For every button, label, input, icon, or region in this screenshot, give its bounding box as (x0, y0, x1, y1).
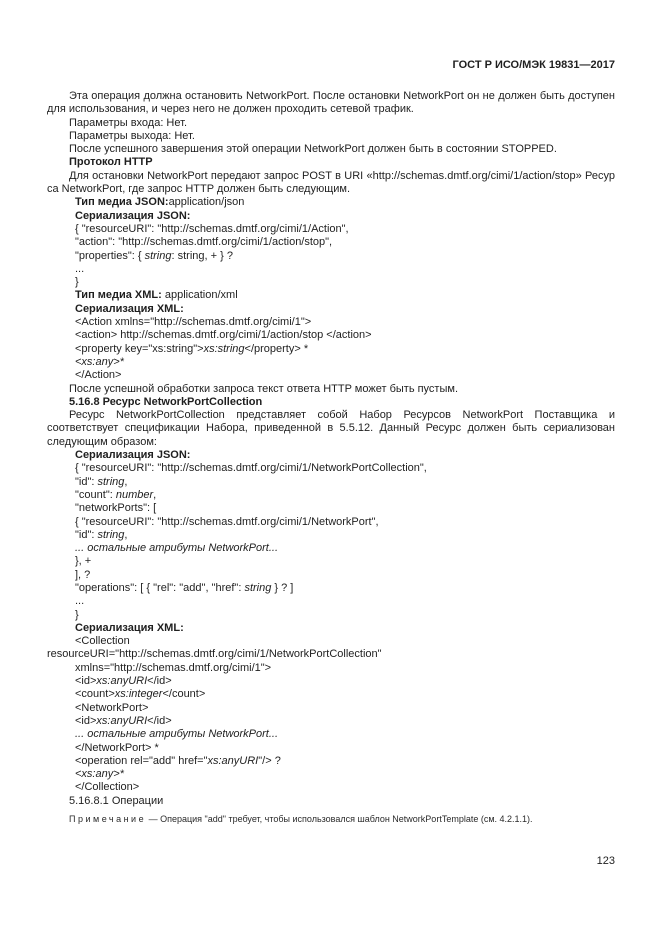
xml-code-line (75, 715, 615, 728)
xml-code-line: ... остальные атрибуты NetworkPort... (75, 728, 279, 741)
xml-code-line: <action> http://schemas.dmtf.org/cimi/1/action/stop </action> (75, 329, 372, 342)
media-type-xml-label: Тип медиа XML: (75, 289, 162, 302)
note-text: — Операция "add" требует, чтобы использовался шаблон NetworkPortTemplate (см. 4.2.1.1). (146, 814, 533, 825)
json-code-line (75, 582, 615, 595)
text-segment: <id> (75, 675, 97, 688)
json-code-line: { "resourceURI": "http://schemas.dmtf.org/cimi/1/NetworkPortCollection", (75, 462, 427, 475)
json-code-line: ], ? (75, 568, 91, 581)
xml-code-line (75, 688, 615, 701)
json-code-line: { "resourceURI": "http://schemas.dmtf.org/cimi/1/NetworkPort", (75, 515, 379, 528)
doc-content (47, 90, 615, 825)
json-code-line (75, 250, 615, 263)
xml-code-line: xmlns="http://schemas.dmtf.org/cimi/1"> (75, 661, 272, 674)
json-code-line: ... (75, 595, 85, 608)
doc-code-header: ГОСТ Р ИСО/МЭК 19831—2017 (452, 59, 615, 71)
json-code-line: { "resourceURI": "http://schemas.dmtf.org/cimi/1/Action", (75, 222, 349, 235)
text-segment: </property> * (244, 342, 309, 355)
text-segment: , (124, 475, 128, 488)
text-segment: </count> (162, 688, 206, 701)
xml-code-line: <xs:any>* (75, 768, 124, 781)
json-code-line (75, 529, 615, 542)
text-segment-italic: xs:anyURI (96, 675, 148, 688)
json-code-line: "action": "http://schemas.dmtf.org/cimi/1/action/stop", (75, 236, 333, 249)
xml-code-line: <NetworkPort> (75, 701, 149, 714)
line-params-out: Параметры выхода: Нет. (69, 129, 195, 142)
text-segment: </id> (147, 675, 172, 688)
text-segment: } ? ] (271, 581, 294, 594)
label-xml-serialization: Сериализация XML: (75, 621, 184, 634)
text-segment-italic: string (97, 475, 125, 488)
text-segment: , (124, 528, 128, 541)
text-segment: <operation rel="add" href=" (75, 754, 208, 767)
xml-code-line: </NetworkPort> * (75, 741, 159, 754)
para-empty-response: После успешной обработки запроса текст ответа HTTP может быть пустым. (69, 382, 458, 395)
text-segment: "properties": { (75, 249, 145, 262)
text-segment-italic: xs:anyURI (207, 754, 259, 767)
label-json-serialization: Сериализация JSON: (75, 209, 191, 222)
text-segment: , (153, 488, 157, 501)
xml-code-line: <xs:any>* (75, 355, 124, 368)
media-type-json-label: Тип медиа JSON: (75, 196, 169, 209)
para-collection-intro: Ресурс NetworkPortCollection представляет собой Набор Ресурсов NetworkPort Поставщика и соответствует спецификации Набора, приведенной в 5.5.12. Данный Ресурс должен быть сериализован следующим образом: (47, 409, 615, 448)
xml-code-line: </Action> (75, 369, 122, 382)
json-code-line (75, 489, 615, 502)
line-after-success: После успешного завершения этой операции NetworkPort должен быть в состоянии STOPPED. (69, 143, 557, 156)
xml-code-line: resourceURI="http://schemas.dmtf.org/cimi/1/NetworkPortCollection" (47, 648, 382, 661)
line-media-type-xml (75, 289, 615, 302)
text-segment: <count> (75, 688, 115, 701)
heading-http-protocol: Протокол HTTP (69, 156, 153, 169)
line-params-in: Параметры входа: Нет. (69, 116, 188, 129)
media-type-json-value: application/json (168, 196, 245, 209)
label-xml-serialization: Сериализация XML: (75, 302, 184, 315)
text-segment: "count": (75, 488, 116, 501)
json-code-line: ... (75, 262, 85, 275)
para-http-request: Для остановки NetworkPort передают запрос POST в URI «http://schemas.dmtf.org/cimi/1/action/stop» Ресурса NetworkPort, где запрос HTTP должен быть следующим. (47, 169, 615, 196)
text-segment: "id": (75, 528, 98, 541)
note-label: Примечание (69, 814, 147, 825)
heading-operations: 5.16.8.1 Операции (69, 794, 164, 807)
xml-code-line (75, 755, 615, 768)
text-segment-italic: xs:anyURI (96, 714, 148, 727)
note (47, 814, 615, 825)
text-segment: <id> (75, 714, 97, 727)
text-segment: : string, + } ? (171, 249, 233, 262)
json-code-line: }, + (75, 555, 92, 568)
json-code-line: } (75, 608, 79, 621)
text-segment: <property key="xs:string"> (75, 342, 204, 355)
text-segment-italic: string (144, 249, 172, 262)
para-operation-effect: Эта операция должна остановить NetworkPort. После остановки NetworkPort он не должен быть доступен для использования, и через него не должен проходить сетевой трафик. (47, 90, 615, 116)
text-segment-italic: xs:string (203, 342, 245, 355)
text-segment: </id> (147, 714, 172, 727)
label-json-serialization: Сериализация JSON: (75, 449, 191, 462)
text-segment: "id": (75, 475, 98, 488)
page-number: 123 (596, 855, 615, 867)
text-segment-italic: string (244, 581, 272, 594)
xml-code-line (75, 675, 615, 688)
xml-code-line: <Collection (75, 635, 130, 648)
xml-code-line: </Collection> (75, 781, 140, 794)
xml-code-line (75, 343, 615, 356)
heading-networkportcollection: 5.16.8 Ресурс NetworkPortCollection (69, 395, 263, 408)
json-code-line: ... остальные атрибуты NetworkPort... (75, 542, 279, 555)
json-code-line: "networkPorts": [ (75, 502, 157, 515)
json-code-line: } (75, 276, 79, 289)
json-code-line (75, 476, 615, 489)
text-segment: "/> ? (258, 754, 281, 767)
line-media-type-json (75, 196, 615, 209)
xml-code-line: <Action xmlns="http://schemas.dmtf.org/cimi/1"> (75, 316, 312, 329)
text-segment-italic: number (115, 488, 154, 501)
text-segment-italic: xs:integer (114, 688, 163, 701)
media-type-xml-value: application/xml (161, 289, 238, 302)
text-segment: "operations": [ { "rel": "add", "href": (75, 581, 245, 594)
text-segment-italic: string (97, 528, 125, 541)
